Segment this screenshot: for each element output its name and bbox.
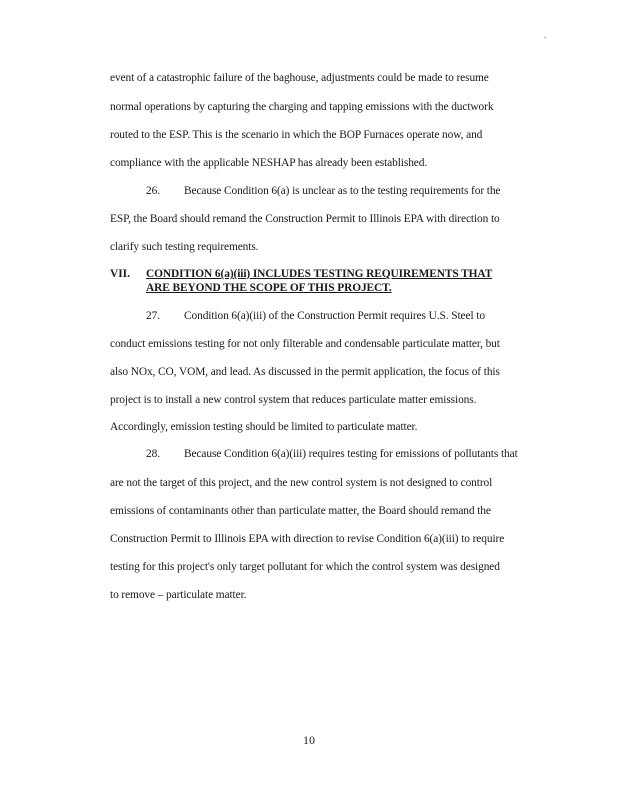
paragraph-number: 26. — [146, 185, 160, 197]
body-line: emissions of contaminants other than particulate matter, the Board should remand the — [110, 505, 491, 517]
paragraph-27-first-line — [146, 309, 485, 323]
body-line: also NOx, CO, VOM, and lead. As discussed in the permit application, the focus of this — [110, 366, 500, 378]
body-line: normal operations by capturing the charging and tapping emissions with the ductwork — [110, 101, 494, 113]
body-line: compliance with the applicable NESHAP has already been established. — [110, 157, 428, 169]
corner-mark: . — [544, 30, 547, 40]
section-heading-line-1: CONDITION 6(a)(iii) INCLUDES TESTING REQUIREMENTS THAT — [146, 268, 493, 280]
body-line: event of a catastrophic failure of the baghouse, adjustments could be made to resume — [110, 72, 489, 84]
page-number: 10 — [303, 733, 315, 747]
body-line: Accordingly, emission testing should be limited to particulate matter. — [110, 421, 418, 433]
body-line: clarify such testing requirements. — [110, 241, 259, 253]
paragraph-number: 28. — [146, 448, 160, 460]
paragraph-28-first-line — [146, 447, 518, 461]
body-line: routed to the ESP. This is the scenario in which the BOP Furnaces operate now, and — [110, 129, 483, 141]
paragraph-text: Because Condition 6(a) is unclear as to the testing requirements for the — [184, 185, 501, 197]
section-heading-line-2: ARE BEYOND THE SCOPE OF THIS PROJECT. — [146, 282, 392, 294]
body-line: conduct emissions testing for not only filterable and condensable particulate matter, but — [110, 338, 500, 350]
paragraph-number: 27. — [146, 310, 160, 322]
body-line: are not the target of this project, and the new control system is not designed to control — [110, 477, 493, 489]
body-line: testing for this project's only target pollutant for which the control system was designed — [110, 561, 500, 573]
body-line: ESP, the Board should remand the Construction Permit to Illinois EPA with direction to — [110, 213, 500, 225]
section-number: VII. — [110, 268, 130, 280]
paragraph-26-first-line — [146, 184, 500, 198]
body-line: project is to install a new control system that reduces particulate matter emissions. — [110, 394, 477, 406]
paragraph-text: Condition 6(a)(iii) of the Construction Permit requires U.S. Steel to — [184, 310, 485, 322]
paragraph-text: Because Condition 6(a)(iii) requires testing for emissions of pollutants that — [184, 448, 518, 460]
body-line: to remove – particulate matter. — [110, 589, 247, 601]
body-line: Construction Permit to Illinois EPA with direction to revise Condition 6(a)(iii) to require — [110, 533, 505, 545]
